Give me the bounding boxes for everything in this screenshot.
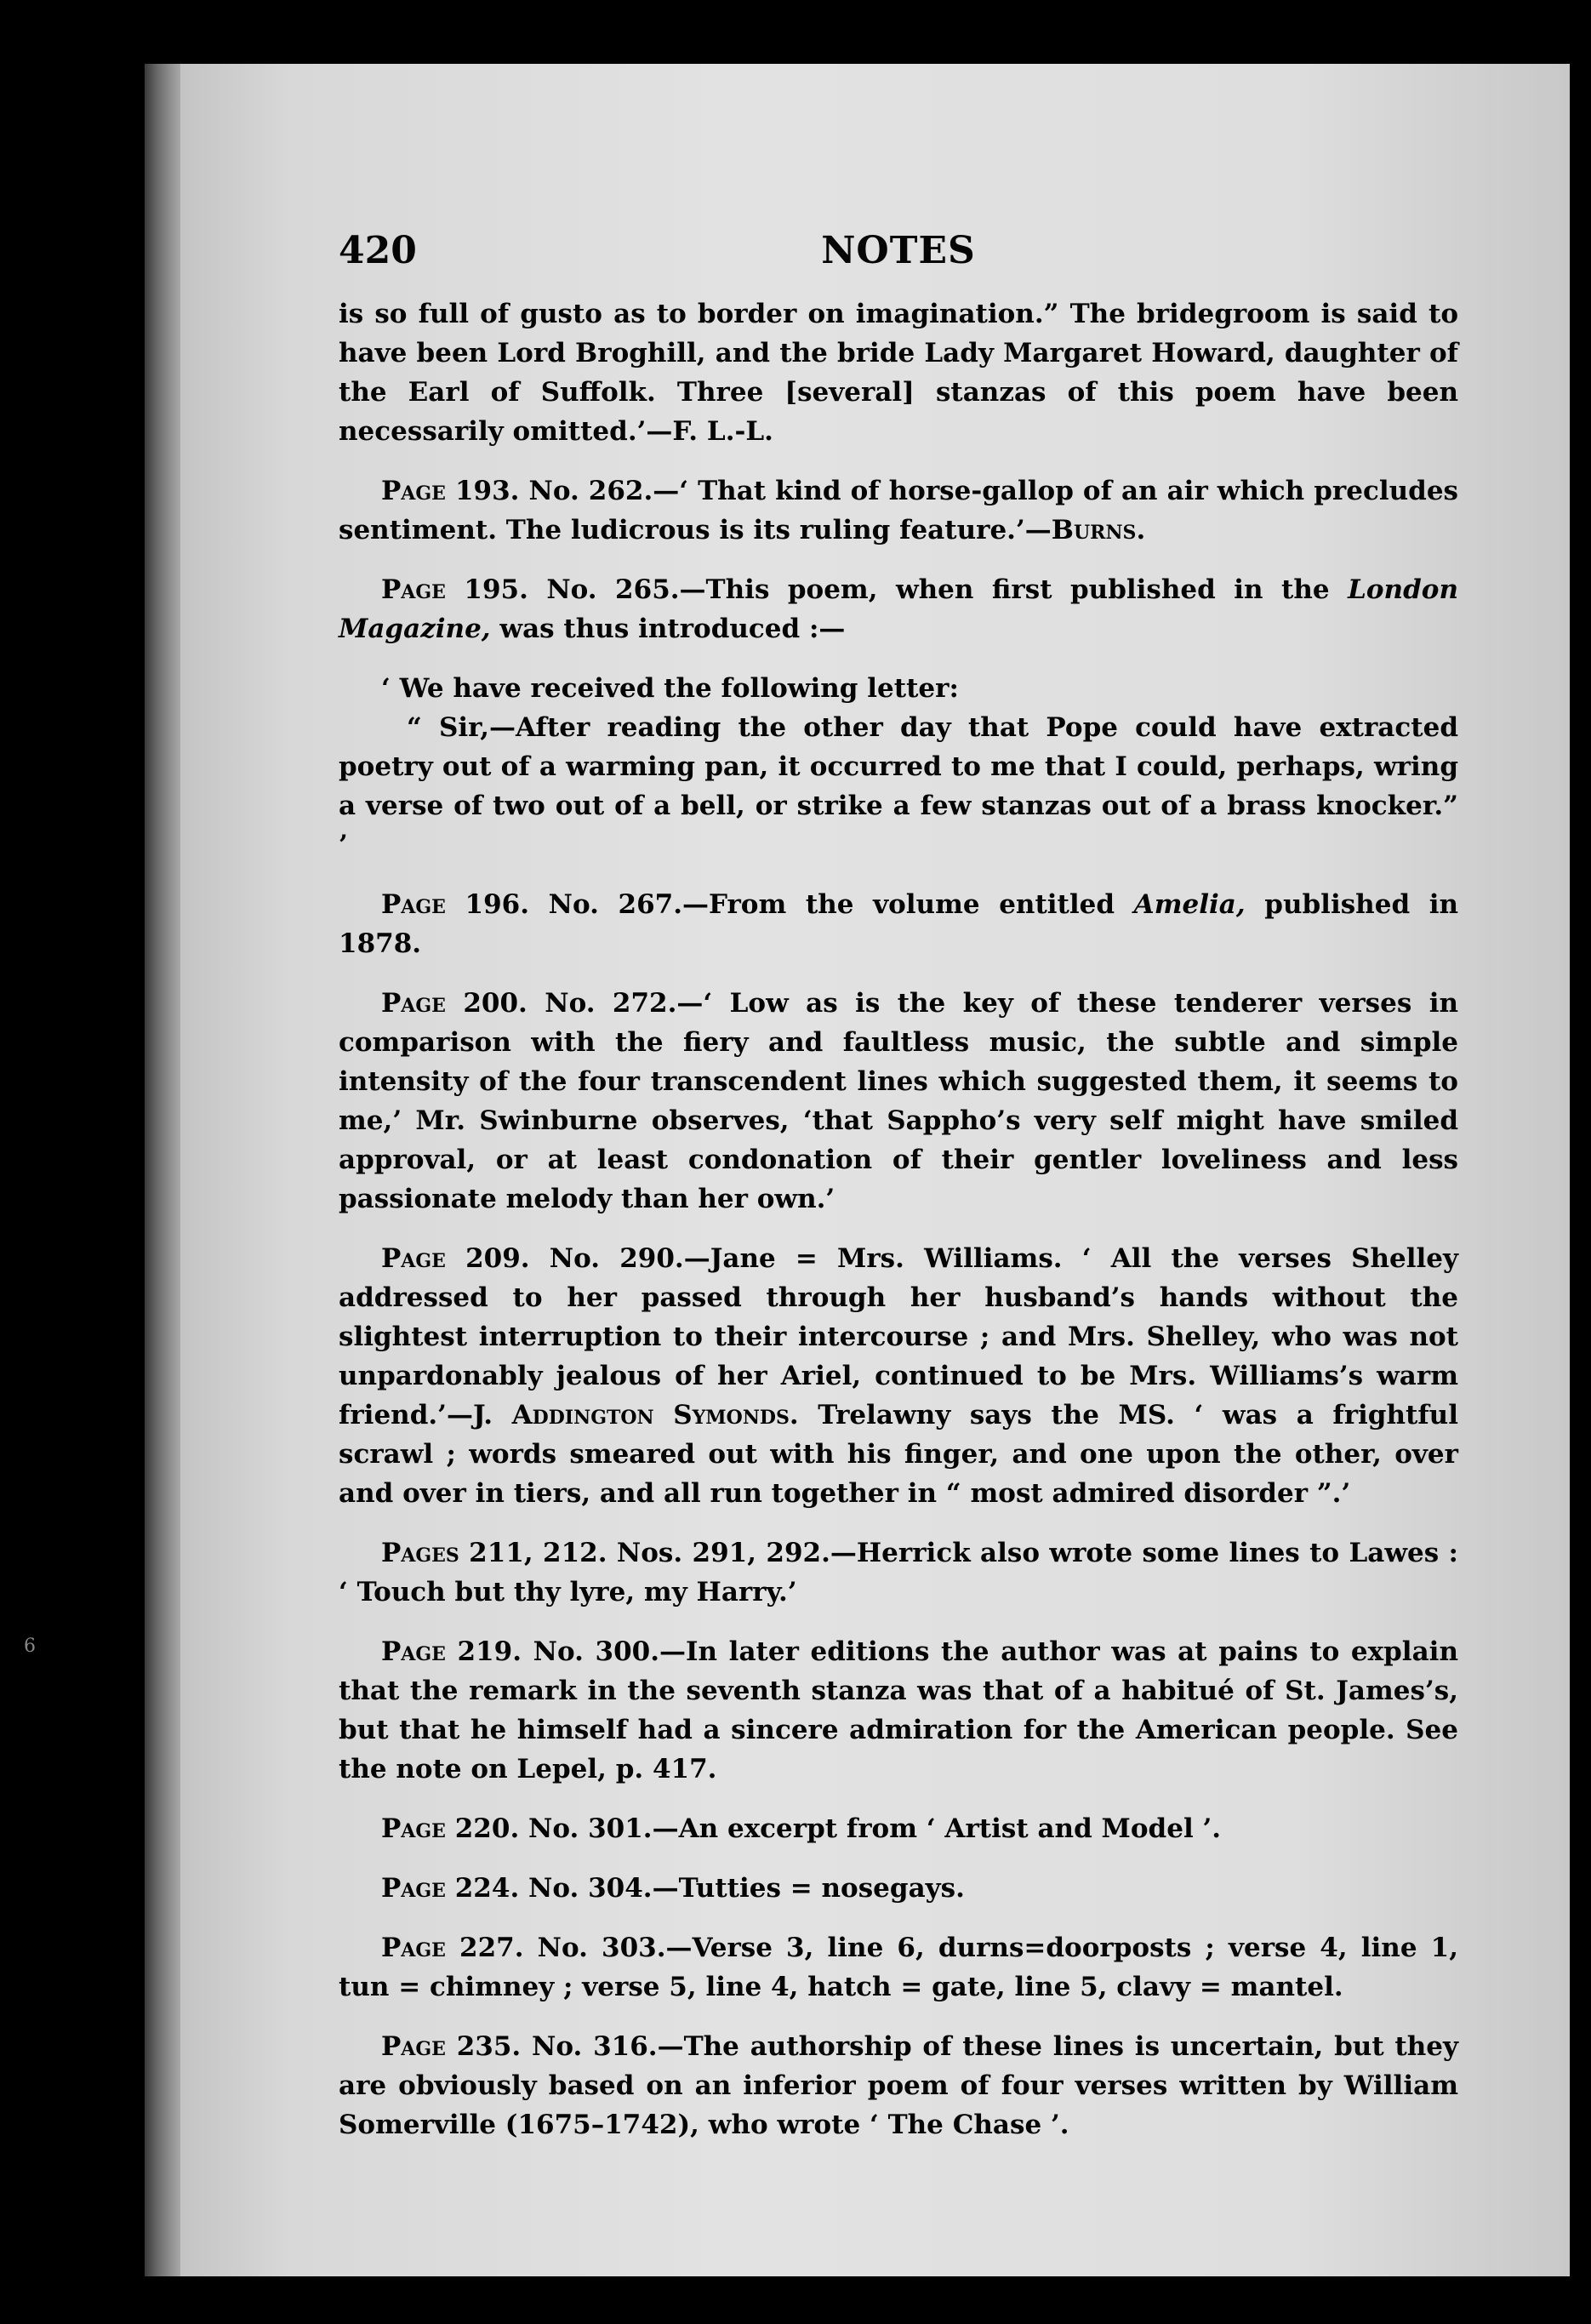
- page-number: 420: [339, 229, 417, 272]
- note-author: Burns: [1051, 515, 1137, 545]
- note-label: Page 235.: [381, 2031, 522, 2062]
- note-label: Page 200.: [381, 988, 527, 1019]
- note-page-196: Page 196. No. 267.—From the volume entitled Amelia, published in 1878.: [339, 889, 1459, 959]
- book-title: Amelia,: [1133, 889, 1246, 920]
- note-label: Pages 211, 212.: [381, 1538, 607, 1568]
- note-page-220: Page 220. No. 301.—An excerpt from ‘ Artist and Model ’.: [381, 1813, 1222, 1844]
- note-page-227: Page 227. No. 303.—Verse 3, line 6, durns=doorposts ; verse 4, line 1, tun = chimney ; verse 5, line 4, hatch = gate, line 5, clavy = mantel.: [339, 1933, 1459, 2002]
- note-page-195: Page 195. No. 265.—This poem, when first published in the London Magazine, was thus introduced :—: [339, 574, 1458, 644]
- note-quote-intro: ‘ We have received the following letter:: [381, 673, 959, 704]
- note-page-235: Page 235. No. 316.—The authorship of these lines is uncertain, but they are obviously based on an inferior poem of four verses written by William Somerville (1675–1742), who wrote ‘ The Chase ’.: [339, 2031, 1459, 2140]
- margin-mark: 6: [24, 1636, 36, 1657]
- running-head: NOTES: [821, 229, 976, 272]
- note-label: Page 220.: [381, 1813, 520, 1844]
- periodical-title: London Magazine,: [339, 574, 1458, 644]
- note-label: Page 219.: [381, 1636, 522, 1667]
- page-text: [339, 221, 1458, 2165]
- note-page-209: Page 209. No. 290.—Jane = Mrs. Williams. ‘ All the verses Shelley addressed to her passed through her husband’s hands without the slightest interruption to their intercourse ; and Mrs. Shelley, who was not unpardonably jealous of her Ariel, continued to be Mrs. Williams’s warm friend.’—J. Addington Symonds. Trelawny says the MS. ‘ was a frightful scrawl ; words smeared out with his finger, and one upon the other, over and over in tiers, and all run together in “ most admired disorder ”.’: [339, 1243, 1459, 1509]
- note-quote-letter: “ Sir,—After reading the other day that Pope could have extracted poetry out of a warming pan, it occurred to me that I could, perhaps, wring a verse of two out of a bell, or strike a few stanzas out of a brass knocker.” ’: [339, 712, 1458, 860]
- note-pages-211-212: Pages 211, 212. Nos. 291, 292.—Herrick also wrote some lines to Lawes : ‘ Touch but thy lyre, my Harry.’: [339, 1538, 1458, 1607]
- note-label: Page 196.: [381, 889, 530, 920]
- note-page-200: Page 200. No. 272.—‘ Low as is the key of these tenderer verses in comparison with the fiery and faultless music, the subtle and simple intensity of the four transcendent lines which suggested them, it seems to me,’ Mr. Swinburne observes, ‘that Sappho’s very self might have smiled approval, or at least condonation of their gentler loveliness and less passionate melody than her own.’: [339, 988, 1459, 1214]
- note-page-224: Page 224. No. 304.—Tutties = nosegays.: [381, 1873, 965, 1904]
- note-page-193: Page 193. No. 262.—‘ That kind of horse-gallop of an air which precludes sentiment. The ludicrous is its ruling feature.’—Burns.: [339, 476, 1459, 545]
- note-label: Page 209.: [381, 1243, 530, 1274]
- note-label: Page 193.: [381, 476, 520, 506]
- note-page-219: Page 219. No. 300.—In later editions the author was at pains to explain that the remark in the seventh stanza was that of a habitué of St. James’s, but that he himself had a sincere admiration for the American people. See the note on Lepel, p. 417.: [339, 1636, 1458, 1784]
- note-label: Page 224.: [381, 1873, 520, 1904]
- note-label: Page 227.: [381, 1933, 524, 1963]
- note-label: Page 195.: [381, 574, 528, 605]
- note-author: J. Addington Symonds: [472, 1400, 790, 1430]
- note-continuation: is so full of gusto as to border on imagination.” The bridegroom is said to have been Lord Broghill, and the bride Lady Margaret Howard, daughter of the Earl of Suffolk. Three [several] stanzas of this poem have been necessarily omitted.’—F. L.-L.: [339, 299, 1458, 447]
- page-header: [339, 221, 1458, 281]
